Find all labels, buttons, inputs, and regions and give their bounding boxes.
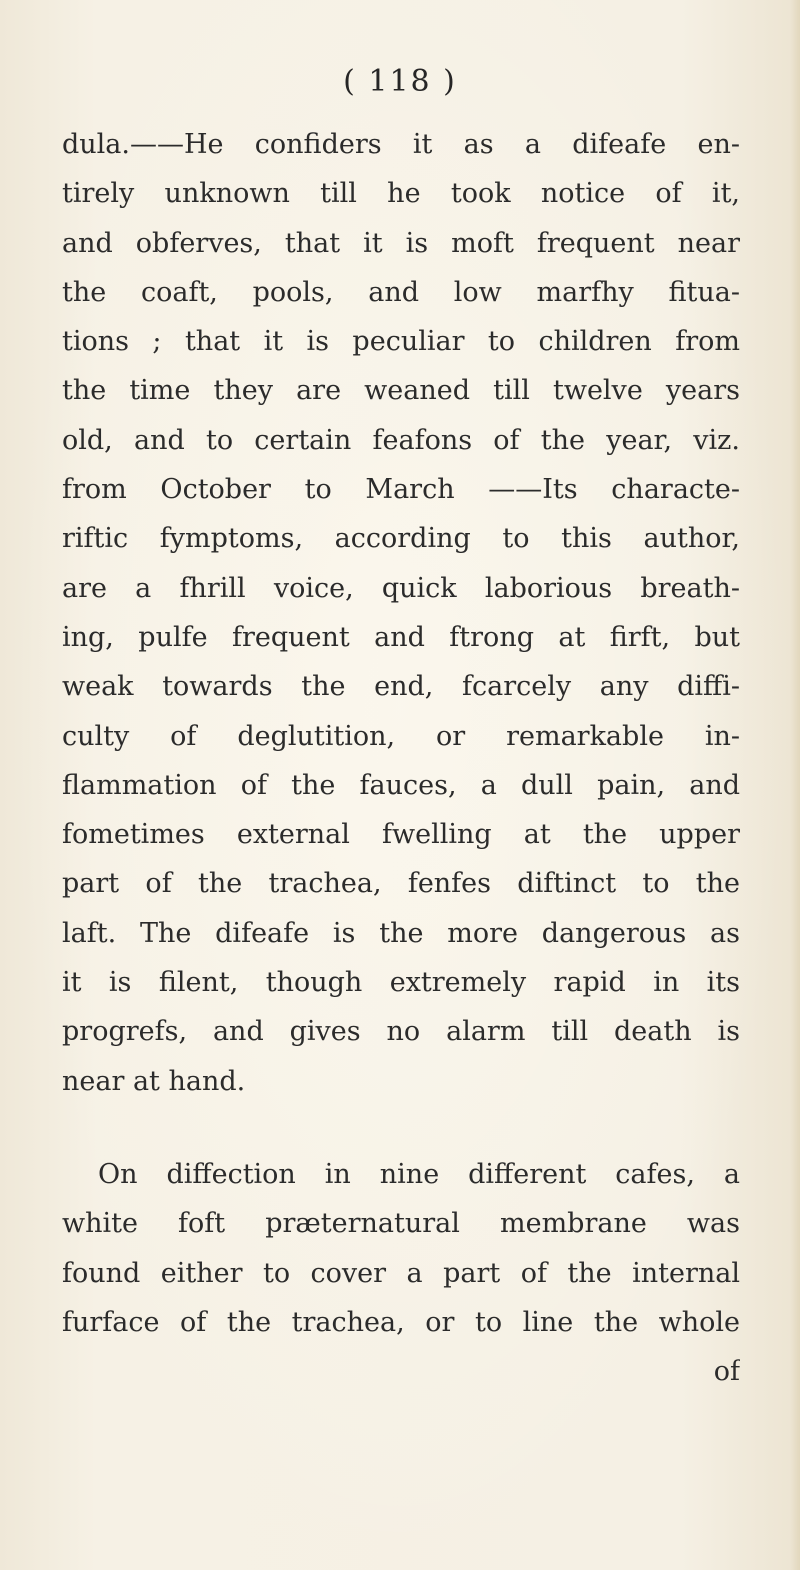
text-line: progrefs, and gives no alarm till death is: [62, 1016, 740, 1048]
paragraph-1: [62, 120, 740, 1106]
text-line: are a fhrill voice, quick laborious breath-: [62, 572, 740, 604]
text-line: it is filent, though extremely rapid in its: [62, 967, 740, 999]
text-line: ing, pulfe frequent and ftrong at firft, but: [62, 621, 740, 653]
text-line: tirely unknown till he took notice of it,: [62, 178, 740, 210]
paragraph-gap: [62, 1106, 740, 1150]
text-line: culty of deglutition, or remarkable in-: [62, 720, 740, 752]
page-edge-shadow: [790, 0, 800, 1570]
text-line: and obferves, that it is moft frequent near: [62, 227, 740, 259]
paragraph-2: [62, 1150, 740, 1396]
text-line: flammation of the fauces, a dull pain, and: [62, 769, 740, 801]
text-line: the time they are weaned till twelve years: [62, 375, 740, 407]
text-line: dula.——He confiders it as a difeafe en-: [62, 129, 740, 160]
text-line: found either to cover a part of the internal: [62, 1257, 740, 1289]
catchword: of: [713, 1356, 740, 1388]
text-line: white foft præternatural membrane was: [62, 1208, 740, 1240]
body-text: [62, 120, 740, 1396]
text-line: riftic fymptoms, according to this author,: [62, 523, 740, 555]
text-line: laft. The difeafe is the more dangerous as: [62, 917, 740, 949]
text-line: the coaft, pools, and low marfhy fitua-: [62, 276, 740, 308]
text-line: part of the trachea, fenfes diftinct to the: [62, 868, 740, 900]
page-number: ( 118 ): [343, 64, 457, 99]
text-line: old, and to certain feafons of the year, viz.: [62, 424, 740, 456]
text-line: weak towards the end, fcarcely any diffi-: [62, 671, 740, 703]
text-line: near at hand.: [62, 1065, 246, 1097]
text-line: On diffection in nine different cafes, a: [98, 1158, 740, 1190]
text-line: from October to March ——Its characte-: [62, 474, 740, 506]
text-line: fometimes external fwelling at the upper: [62, 819, 740, 851]
text-line: tions ; that it is peculiar to children from: [62, 326, 740, 358]
text-line: furface of the trachea, or to line the whole: [62, 1306, 740, 1338]
